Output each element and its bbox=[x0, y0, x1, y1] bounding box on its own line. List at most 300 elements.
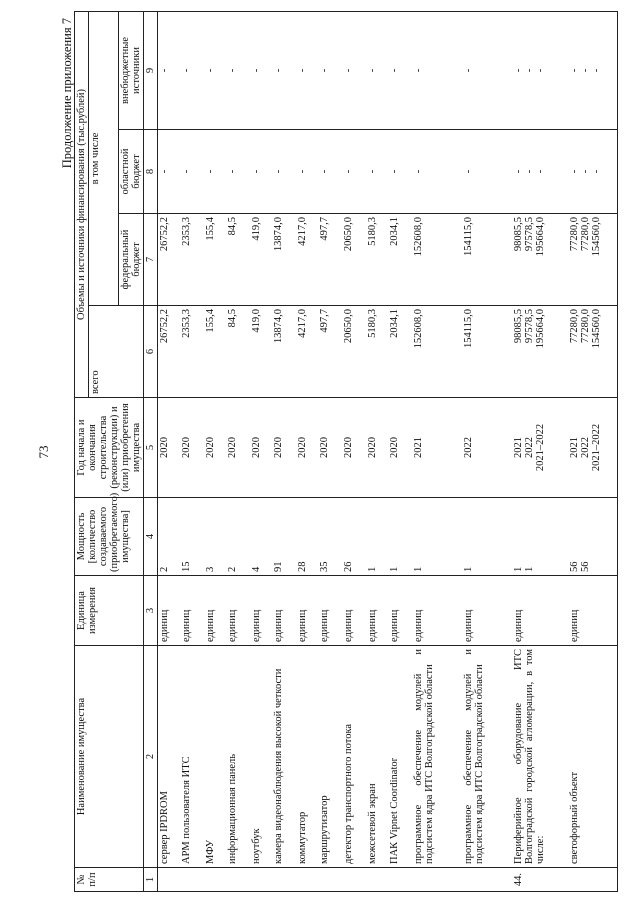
row-qty bbox=[512, 498, 568, 576]
row-extrabudget-line: - bbox=[388, 68, 400, 73]
row-unit bbox=[180, 576, 204, 646]
row-name bbox=[318, 646, 342, 868]
row-qty bbox=[342, 498, 366, 576]
row-regional bbox=[296, 130, 318, 214]
row-unit bbox=[158, 576, 180, 646]
row-year-line: 2021 bbox=[568, 437, 580, 458]
row-qty-line: 3 bbox=[204, 566, 216, 572]
row-name-line: МФУ bbox=[204, 839, 216, 864]
row-regional-line: - bbox=[523, 169, 535, 174]
row-num bbox=[512, 868, 568, 892]
row-num bbox=[318, 868, 342, 892]
row-unit bbox=[462, 576, 512, 646]
row-name bbox=[462, 646, 512, 868]
row-federal bbox=[180, 214, 204, 306]
row-extrabudget-line: - bbox=[534, 68, 546, 73]
row-extrabudget-line: - bbox=[512, 68, 524, 73]
row-federal bbox=[412, 214, 462, 306]
row-regional-line: - bbox=[180, 169, 192, 174]
row-regional-line: - bbox=[204, 169, 216, 174]
row-unit-line: единиц bbox=[568, 609, 580, 642]
row-name bbox=[412, 646, 462, 868]
row-year-line: 2022 bbox=[579, 437, 591, 458]
table-row bbox=[158, 11, 180, 891]
row-extrabudget-line: - bbox=[180, 68, 192, 73]
row-qty-line: 2 bbox=[159, 566, 171, 572]
table-row bbox=[342, 11, 366, 891]
row-year-line: 2021 bbox=[412, 437, 424, 458]
row-unit-line: единиц bbox=[318, 609, 330, 642]
row-extrabudget-line: - bbox=[318, 68, 330, 73]
row-federal bbox=[226, 214, 250, 306]
row-qty bbox=[204, 498, 226, 576]
row-num bbox=[180, 868, 204, 892]
row-total bbox=[318, 306, 342, 398]
row-num bbox=[296, 868, 318, 892]
row-regional-line: - bbox=[412, 169, 424, 174]
row-unit bbox=[366, 576, 388, 646]
row-unit-line: единиц bbox=[226, 609, 238, 642]
row-year bbox=[158, 398, 180, 498]
row-federal-line: 497,7 bbox=[318, 217, 330, 241]
row-extrabudget-line: - bbox=[226, 68, 238, 73]
row-qty bbox=[180, 498, 204, 576]
table-row bbox=[180, 11, 204, 891]
row-extrabudget bbox=[462, 11, 512, 129]
row-qty bbox=[296, 498, 318, 576]
colnum-9: 9 bbox=[144, 11, 158, 129]
row-year bbox=[250, 398, 272, 498]
header-name: Наименование имущества bbox=[75, 646, 144, 868]
row-year-line: 2020 bbox=[226, 437, 238, 458]
row-name bbox=[512, 646, 568, 868]
row-total-line: 13874,0 bbox=[272, 309, 284, 344]
row-qty-line: 56 bbox=[579, 561, 591, 572]
row-name bbox=[250, 646, 272, 868]
header-year: Год начала и окончания строительства (реконструкции) и (или) приобретения имущества bbox=[75, 398, 144, 498]
row-total-line: 97578,5 bbox=[523, 309, 535, 344]
row-federal-line: 2353,3 bbox=[180, 217, 192, 246]
header-capacity: Мощность [количество создаваемого (приобретаемого) имущества] bbox=[75, 498, 144, 576]
row-unit bbox=[272, 576, 296, 646]
row-year-line: 2020 bbox=[388, 437, 400, 458]
row-extrabudget-line: - bbox=[159, 68, 171, 73]
row-federal-line: 26752,2 bbox=[159, 217, 171, 252]
row-year-line: 2022 bbox=[523, 437, 535, 458]
row-total bbox=[204, 306, 226, 398]
row-num-line: 44. bbox=[512, 872, 524, 887]
row-federal-line: 154560,0 bbox=[590, 217, 602, 257]
row-federal-line: 4217,0 bbox=[296, 217, 308, 246]
row-federal-line: 77280,0 bbox=[579, 217, 591, 252]
table-row bbox=[462, 11, 512, 891]
row-year bbox=[388, 398, 412, 498]
row-federal bbox=[366, 214, 388, 306]
row-num bbox=[366, 868, 388, 892]
row-regional-line: - bbox=[226, 169, 238, 174]
row-qty-line: 91 bbox=[272, 561, 284, 572]
row-federal-line: 98085,5 bbox=[512, 217, 524, 252]
row-federal bbox=[158, 214, 180, 306]
row-regional bbox=[250, 130, 272, 214]
row-total-line: 84,5 bbox=[226, 309, 238, 328]
row-year bbox=[366, 398, 388, 498]
row-unit-line: единиц bbox=[342, 609, 354, 642]
row-regional bbox=[412, 130, 462, 214]
row-total-line: 98085,5 bbox=[512, 309, 524, 344]
row-qty bbox=[272, 498, 296, 576]
row-qty-line: 1 bbox=[412, 566, 424, 572]
row-total-line: 5180,3 bbox=[366, 309, 378, 338]
colnum-3: 3 bbox=[144, 576, 158, 646]
row-total-line: 154560,0 bbox=[590, 309, 602, 349]
row-total bbox=[250, 306, 272, 398]
row-unit-line: единиц bbox=[180, 609, 192, 642]
row-unit bbox=[388, 576, 412, 646]
row-regional-line: - bbox=[318, 169, 330, 174]
row-extrabudget bbox=[342, 11, 366, 129]
row-name-line: маршрутизатор bbox=[318, 795, 330, 864]
row-num bbox=[568, 868, 618, 892]
row-federal-line: 155,4 bbox=[204, 217, 216, 241]
row-num bbox=[226, 868, 250, 892]
row-name bbox=[388, 646, 412, 868]
row-federal-line: 419,0 bbox=[250, 217, 262, 241]
row-regional-line: - bbox=[462, 169, 474, 174]
row-total bbox=[272, 306, 296, 398]
row-federal-line: 152608,0 bbox=[412, 217, 424, 257]
row-qty bbox=[462, 498, 512, 576]
row-extrabudget bbox=[180, 11, 204, 129]
row-regional bbox=[342, 130, 366, 214]
table-row bbox=[568, 11, 618, 891]
row-extrabudget-line: - bbox=[272, 68, 284, 73]
row-total bbox=[388, 306, 412, 398]
row-year-line: 2020 bbox=[296, 437, 308, 458]
colnum-7: 7 bbox=[144, 214, 158, 306]
table-body bbox=[158, 11, 618, 891]
row-extrabudget-line: - bbox=[462, 68, 474, 73]
row-year bbox=[318, 398, 342, 498]
row-total bbox=[462, 306, 512, 398]
row-extrabudget bbox=[158, 11, 180, 129]
table-row bbox=[226, 11, 250, 891]
row-regional bbox=[158, 130, 180, 214]
row-total-line: 77280,0 bbox=[568, 309, 580, 344]
row-total bbox=[412, 306, 462, 398]
row-unit bbox=[318, 576, 342, 646]
row-unit-line: единиц bbox=[462, 609, 474, 642]
row-name-line: сервер IPDROM bbox=[159, 791, 171, 864]
row-total-line: 77280,0 bbox=[579, 309, 591, 344]
row-unit bbox=[296, 576, 318, 646]
row-name bbox=[272, 646, 296, 868]
row-federal bbox=[296, 214, 318, 306]
row-name bbox=[342, 646, 366, 868]
row-year bbox=[412, 398, 462, 498]
row-unit-line: единиц bbox=[296, 609, 308, 642]
row-year bbox=[226, 398, 250, 498]
row-unit-line: единиц bbox=[366, 609, 378, 642]
row-name bbox=[296, 646, 318, 868]
row-regional-line: - bbox=[250, 169, 262, 174]
row-unit bbox=[342, 576, 366, 646]
property-table bbox=[74, 11, 618, 892]
row-extrabudget-line: - bbox=[250, 68, 262, 73]
row-federal-line: 154115,0 bbox=[462, 217, 474, 256]
table-row bbox=[296, 11, 318, 891]
row-total bbox=[366, 306, 388, 398]
row-year bbox=[180, 398, 204, 498]
row-year-line: 2020 bbox=[318, 437, 330, 458]
row-total-line: 4217,0 bbox=[296, 309, 308, 338]
table-row bbox=[250, 11, 272, 891]
row-extrabudget-line: - bbox=[366, 68, 378, 73]
row-qty-line: 4 bbox=[250, 566, 262, 572]
row-total bbox=[226, 306, 250, 398]
row-num bbox=[272, 868, 296, 892]
row-name bbox=[180, 646, 204, 868]
row-regional bbox=[366, 130, 388, 214]
colnum-5: 5 bbox=[144, 398, 158, 498]
row-extrabudget bbox=[412, 11, 462, 129]
page-number: 73 bbox=[36, 445, 51, 459]
row-unit-line: единиц bbox=[159, 609, 171, 642]
row-extrabudget bbox=[318, 11, 342, 129]
row-regional bbox=[180, 130, 204, 214]
row-federal bbox=[388, 214, 412, 306]
row-name-line: коммутатор bbox=[296, 811, 308, 864]
row-federal bbox=[342, 214, 366, 306]
row-year bbox=[204, 398, 226, 498]
row-unit-line: единиц bbox=[272, 609, 284, 642]
header-federal: федеральный бюджет bbox=[119, 214, 144, 306]
row-federal bbox=[318, 214, 342, 306]
row-extrabudget bbox=[272, 11, 296, 129]
row-total-line: 26752,2 bbox=[159, 309, 171, 344]
row-total-line: 195664,0 bbox=[534, 309, 546, 349]
row-qty bbox=[250, 498, 272, 576]
rotated-page bbox=[60, 12, 620, 892]
header-extrabudget: внебюджетные источники bbox=[119, 11, 144, 129]
row-qty bbox=[388, 498, 412, 576]
row-qty-line: 56 bbox=[568, 561, 580, 572]
row-qty bbox=[226, 498, 250, 576]
row-num bbox=[342, 868, 366, 892]
row-extrabudget bbox=[250, 11, 272, 129]
row-total-line: 154115,0 bbox=[462, 309, 474, 348]
row-num bbox=[158, 868, 180, 892]
table-row bbox=[204, 11, 226, 891]
row-total bbox=[158, 306, 180, 398]
row-name bbox=[204, 646, 226, 868]
row-year-line: 2020 bbox=[250, 437, 262, 458]
row-unit bbox=[512, 576, 568, 646]
row-total-line: 2353,3 bbox=[180, 309, 192, 338]
row-name-line: Периферийное оборудование ИТС Волгоградской городской агломерации, в том числе: bbox=[512, 649, 546, 864]
row-name bbox=[158, 646, 180, 868]
row-federal-line: 77280,0 bbox=[568, 217, 580, 252]
row-name-line: ПАК Vipnet Coordinator bbox=[388, 757, 400, 864]
row-extrabudget-line: - bbox=[342, 68, 354, 73]
row-name-line: программное обеспечение модулей и подсистем ядра ИТС Волгоградской области bbox=[462, 649, 485, 864]
row-qty-line: 28 bbox=[296, 561, 308, 572]
row-year-line: 2020 bbox=[272, 437, 284, 458]
row-unit bbox=[568, 576, 618, 646]
header-num: № п/п bbox=[75, 868, 144, 892]
row-regional bbox=[388, 130, 412, 214]
row-year-line: 2020 bbox=[159, 437, 171, 458]
row-extrabudget-line: - bbox=[296, 68, 308, 73]
header-incl: в том числе bbox=[89, 11, 119, 305]
row-total bbox=[512, 306, 568, 398]
row-regional bbox=[568, 130, 618, 214]
row-qty-line: 26 bbox=[342, 561, 354, 572]
row-qty bbox=[412, 498, 462, 576]
table-row bbox=[272, 11, 296, 891]
row-federal-line: 195664,0 bbox=[534, 217, 546, 257]
table-row bbox=[412, 11, 462, 891]
row-extrabudget-line: - bbox=[579, 68, 591, 73]
row-name-line: информационная панель bbox=[226, 753, 238, 864]
row-num bbox=[388, 868, 412, 892]
row-extrabudget-line: - bbox=[412, 68, 424, 73]
colnum-2: 2 bbox=[144, 646, 158, 868]
row-year bbox=[296, 398, 318, 498]
row-regional-line: - bbox=[366, 169, 378, 174]
row-unit-line: единиц bbox=[204, 609, 216, 642]
row-num bbox=[412, 868, 462, 892]
row-name bbox=[226, 646, 250, 868]
row-regional-line: - bbox=[159, 169, 171, 174]
header-regional: областной бюджет bbox=[119, 130, 144, 214]
row-year-line: 2021–2022 bbox=[590, 423, 602, 472]
row-federal bbox=[462, 214, 512, 306]
row-qty-line: 1 bbox=[462, 566, 474, 572]
row-regional-line: - bbox=[272, 169, 284, 174]
row-qty-line: 15 bbox=[180, 561, 192, 572]
row-year bbox=[342, 398, 366, 498]
row-federal-line: 84,5 bbox=[226, 217, 238, 236]
row-total bbox=[568, 306, 618, 398]
row-total-line: 497,7 bbox=[318, 309, 330, 333]
row-unit bbox=[412, 576, 462, 646]
row-qty bbox=[158, 498, 180, 576]
row-regional-line: - bbox=[568, 169, 580, 174]
row-name bbox=[568, 646, 618, 868]
row-unit-line: единиц bbox=[250, 609, 262, 642]
row-total-line: 2034,1 bbox=[388, 309, 400, 338]
row-regional-line: - bbox=[388, 169, 400, 174]
header-financing: Объемы и источники финансирования (тыс.рублей) bbox=[75, 11, 89, 397]
table-row bbox=[366, 11, 388, 891]
row-num bbox=[462, 868, 512, 892]
row-unit-line: единиц bbox=[388, 609, 400, 642]
table-row bbox=[388, 11, 412, 891]
row-qty-line: 1 bbox=[388, 566, 400, 572]
row-qty-line: 1 bbox=[512, 566, 524, 572]
row-regional-line: - bbox=[342, 169, 354, 174]
row-extrabudget bbox=[226, 11, 250, 129]
row-regional-line: - bbox=[534, 169, 546, 174]
row-name-line: ноутбук bbox=[250, 828, 262, 864]
row-extrabudget-line: - bbox=[523, 68, 535, 73]
row-name-line: межсетевой экран bbox=[366, 783, 378, 864]
row-unit-line: единиц bbox=[512, 609, 524, 642]
row-regional bbox=[462, 130, 512, 214]
row-qty-line: 1 bbox=[523, 566, 535, 572]
row-year bbox=[512, 398, 568, 498]
row-total bbox=[296, 306, 318, 398]
table-row bbox=[512, 11, 568, 891]
colnum-8: 8 bbox=[144, 130, 158, 214]
row-regional-line: - bbox=[296, 169, 308, 174]
row-extrabudget bbox=[366, 11, 388, 129]
row-qty bbox=[366, 498, 388, 576]
row-unit bbox=[226, 576, 250, 646]
row-year bbox=[272, 398, 296, 498]
row-extrabudget bbox=[512, 11, 568, 129]
row-year-line: 2021 bbox=[512, 437, 524, 458]
row-unit bbox=[204, 576, 226, 646]
row-qty bbox=[568, 498, 618, 576]
row-total-line: 152608,0 bbox=[412, 309, 424, 349]
row-regional bbox=[272, 130, 296, 214]
row-regional-line: - bbox=[590, 169, 602, 174]
row-year-line: 2020 bbox=[342, 437, 354, 458]
row-federal-line: 20650,0 bbox=[342, 217, 354, 252]
header-total: всего bbox=[89, 306, 144, 398]
row-federal bbox=[568, 214, 618, 306]
row-year-line: 2020 bbox=[366, 437, 378, 458]
row-qty-line: 35 bbox=[318, 561, 330, 572]
row-name-line: детектор транспортного потока bbox=[342, 723, 354, 864]
row-total-line: 155,4 bbox=[204, 309, 216, 333]
row-unit bbox=[250, 576, 272, 646]
row-regional bbox=[318, 130, 342, 214]
row-qty-line: 2 bbox=[226, 566, 238, 572]
table-row bbox=[318, 11, 342, 891]
row-name-line: программное обеспечение модулей и подсистем ядра ИТС Волгоградской области bbox=[412, 649, 435, 864]
row-name-line: светофорный объект bbox=[568, 771, 580, 864]
colnum-4: 4 bbox=[144, 498, 158, 576]
row-extrabudget-line: - bbox=[590, 68, 602, 73]
row-federal bbox=[204, 214, 226, 306]
row-year-line: 2020 bbox=[180, 437, 192, 458]
row-year bbox=[568, 398, 618, 498]
row-extrabudget bbox=[204, 11, 226, 129]
row-regional bbox=[204, 130, 226, 214]
row-extrabudget-line: - bbox=[204, 68, 216, 73]
row-num bbox=[204, 868, 226, 892]
row-extrabudget bbox=[296, 11, 318, 129]
row-name bbox=[366, 646, 388, 868]
row-federal bbox=[512, 214, 568, 306]
colnum-1: 1 bbox=[144, 868, 158, 892]
row-year bbox=[462, 398, 512, 498]
row-year-line: 2020 bbox=[204, 437, 216, 458]
row-name-line: камера видеонаблюдения высокой четкости bbox=[272, 668, 284, 864]
row-extrabudget bbox=[388, 11, 412, 129]
continuation-title: Продолжение приложения 7 bbox=[60, 18, 74, 169]
row-qty bbox=[318, 498, 342, 576]
row-year-line: 2021–2022 bbox=[534, 423, 546, 472]
row-name-line: АРМ пользователя ИТС bbox=[180, 756, 192, 864]
row-num bbox=[250, 868, 272, 892]
row-regional-line: - bbox=[512, 169, 524, 174]
row-total bbox=[342, 306, 366, 398]
colnum-6: 6 bbox=[144, 306, 158, 398]
